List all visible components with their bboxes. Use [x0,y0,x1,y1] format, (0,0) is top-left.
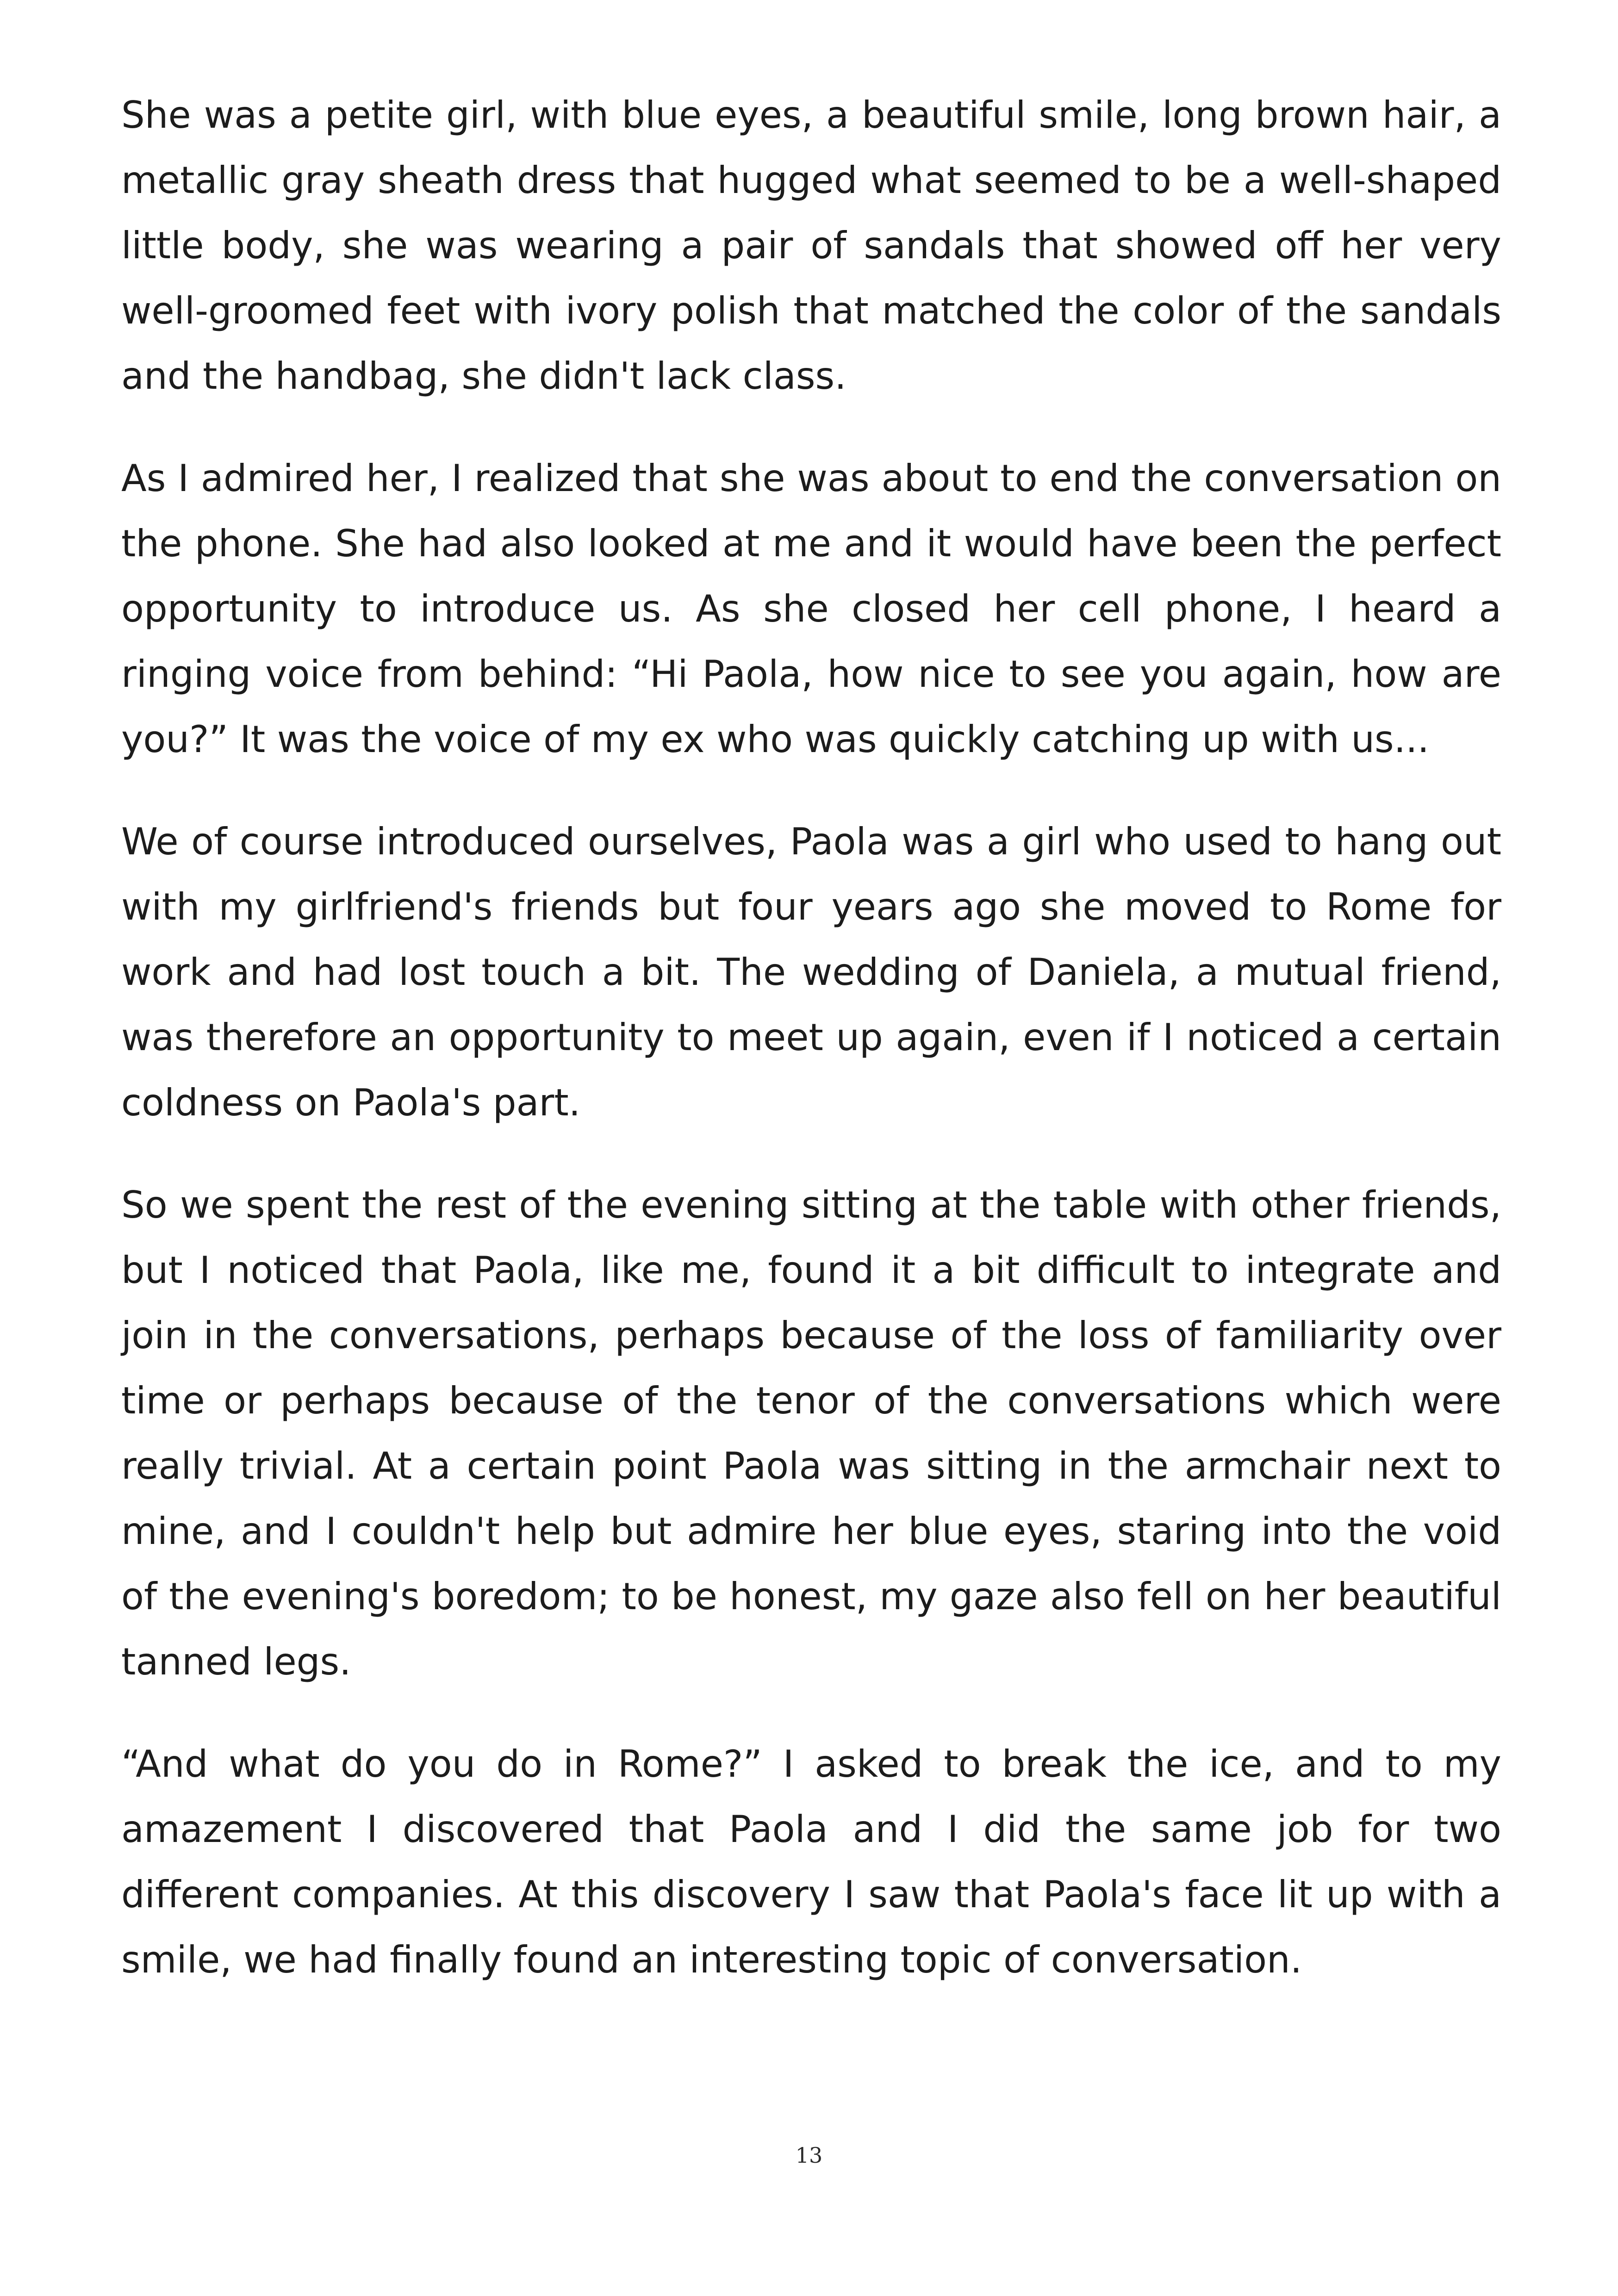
body-text [121,82,1501,2029]
paragraph: We of course introduced ourselves, Paola was a girl who used to hang out with my girlfriend's friends but four years ago she moved to Rome for work and had lost touch a bit. The wedding of Daniela, a mutual friend, was therefore an opportunity to meet up again, even if I noticed a certain coldness on Paola's part. [121,820,1501,1124]
paragraph: She was a petite girl, with blue eyes, a beautiful smile, long brown hair, a metallic gray sheath dress that hugged what seemed to be a well-shaped little body, she was wearing a pair of sandals that showed off her very well-groomed feet with ivory polish that matched the color of the sandals and the handbag, she didn't lack class. [121,93,1501,398]
page-number: 13 [795,2143,823,2168]
paragraph: As I admired her, I realized that she was about to end the conversation on the phone. She had also looked at me and it would have been the perfect opportunity to introduce us. As she closed her cell phone, I heard a ringing voice from behind: “Hi Paola, how nice to see you again, how are you?” It was the voice of my ex who was quickly catching up with us... [121,457,1501,761]
paragraph: So we spent the rest of the evening sitting at the table with other friends, but I noticed that Paola, like me, found it a bit difficult to integrate and join in the conversations, perhaps because of the loss of familiarity over time or perhaps because of the tenor of the conversations which were really trivial. At a certain point Paola was sitting in the armchair next to mine, and I couldn't help but admire her blue eyes, staring into the void of the evening's boredom; to be honest, my gaze also fell on her beautiful tanned legs. [121,1183,1501,1683]
paragraph: “And what do you do in Rome?” I asked to break the ice, and to my amazement I discovered that Paola and I did the same job for two different companies. At this discovery I saw that Paola's face lit up with a smile, we had finally found an interesting topic of conversation. [121,1742,1501,1981]
